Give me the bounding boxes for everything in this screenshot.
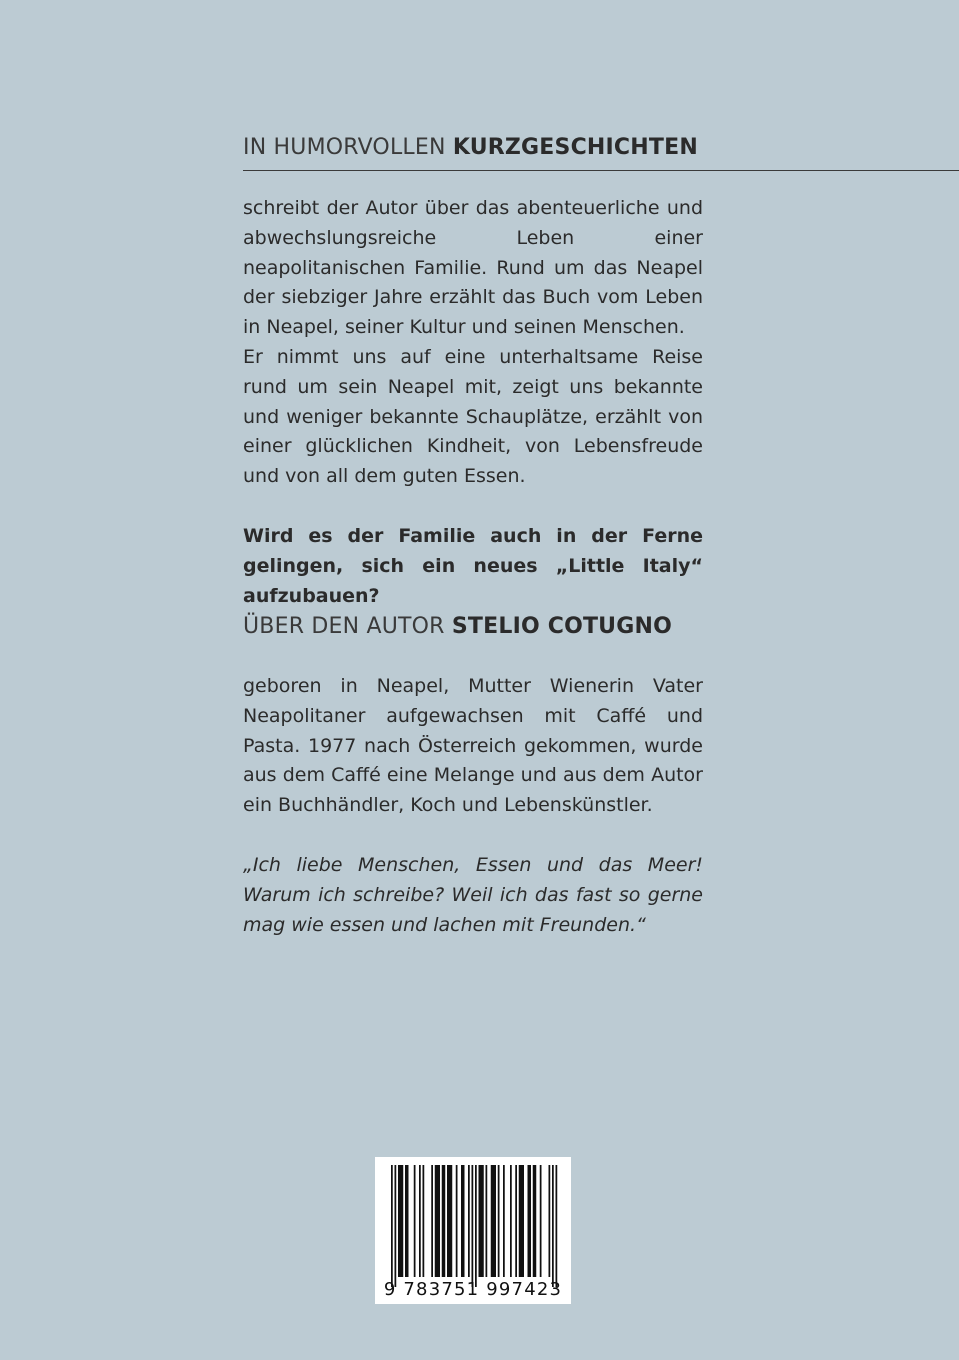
barcode-bar xyxy=(447,1165,452,1277)
barcode-bar xyxy=(442,1165,446,1277)
barcode-bar xyxy=(498,1165,500,1277)
barcode-bar xyxy=(533,1165,537,1277)
barcode-bar xyxy=(503,1165,505,1277)
author-name: STELIO COTUGNO xyxy=(451,614,673,639)
barcode-bar xyxy=(552,1165,554,1287)
barcode-bar xyxy=(540,1165,542,1277)
barcode-bar xyxy=(515,1165,517,1277)
barcode-bar xyxy=(456,1165,458,1277)
barcode-bar xyxy=(391,1165,393,1287)
barcode-bar xyxy=(435,1165,440,1277)
isbn-barcode xyxy=(375,1157,571,1304)
intro-paragraph-2: Er nimmt uns auf eine unterhaltsame Reise rund um sein Neapel mit, zeigt uns bekannte und weniger bekannte Schauplätze, erzählt von einer glücklichen Kindheit, von Lebensfreude und von all dem guten Essen. xyxy=(243,346,703,488)
barcode-bar xyxy=(461,1165,465,1277)
author-quote: „Ich liebe Menschen, Essen und das Meer! Warum ich schreibe? Weil ich das fast so gerne mag wie essen und lachen mit Freunden.“ xyxy=(243,854,703,936)
barcode-bar xyxy=(479,1165,484,1277)
heading-underline-rule xyxy=(243,170,959,171)
barcode-bar xyxy=(431,1165,433,1277)
heading-bold-text: KURZGESCHICHTEN xyxy=(452,135,698,160)
barcode-bar xyxy=(398,1165,403,1277)
barcode-bar xyxy=(419,1165,421,1277)
heading-light-text: ÜBER DEN AUTOR xyxy=(243,614,445,639)
author-bio: geboren in Neapel, Mutter Wienerin Vater Neapolitaner aufgewachsen mit Caffé und Pasta. 1977 nach Österreich gekommen, wurde aus dem Caffé eine Melange und aus dem Autor ein Buchhändler, Koch und Lebenskünstler. xyxy=(243,675,703,817)
barcode-bar xyxy=(423,1165,425,1277)
barcode-bar xyxy=(468,1165,470,1277)
barcode-bar xyxy=(556,1165,558,1287)
barcode-bar xyxy=(395,1165,397,1287)
barcode-bar xyxy=(549,1165,551,1277)
barcode-bar xyxy=(472,1165,474,1287)
barcode-bar xyxy=(510,1165,512,1277)
barcode-bar xyxy=(528,1165,532,1277)
barcode-digits: 9 783751 997423 xyxy=(383,1279,563,1300)
teaser-question: Wird es der Familie auch in der Ferne gelingen, sich ein neues „Little Italy“ aufzubauen? xyxy=(243,525,703,607)
heading-light-text: IN HUMORVOLLEN xyxy=(243,135,446,160)
barcode-bar xyxy=(414,1165,416,1277)
barcode-bar xyxy=(486,1165,488,1277)
barcode-bar xyxy=(519,1165,524,1277)
intro-paragraph-1: schreibt der Autor über das abenteuerliche und abwechslungsreiche Leben einer neapolitanischen Familie. Rund um das Neapel der siebziger Jahre erzählt das Buch vom Leben in Neapel, seiner Kultur und seinen Menschen. xyxy=(243,197,703,339)
barcode-bar xyxy=(475,1165,477,1287)
barcode-bar xyxy=(491,1165,496,1277)
section-heading-author xyxy=(243,612,672,642)
section-heading-kurzgeschichten xyxy=(243,133,698,163)
barcode-bar xyxy=(405,1165,409,1277)
